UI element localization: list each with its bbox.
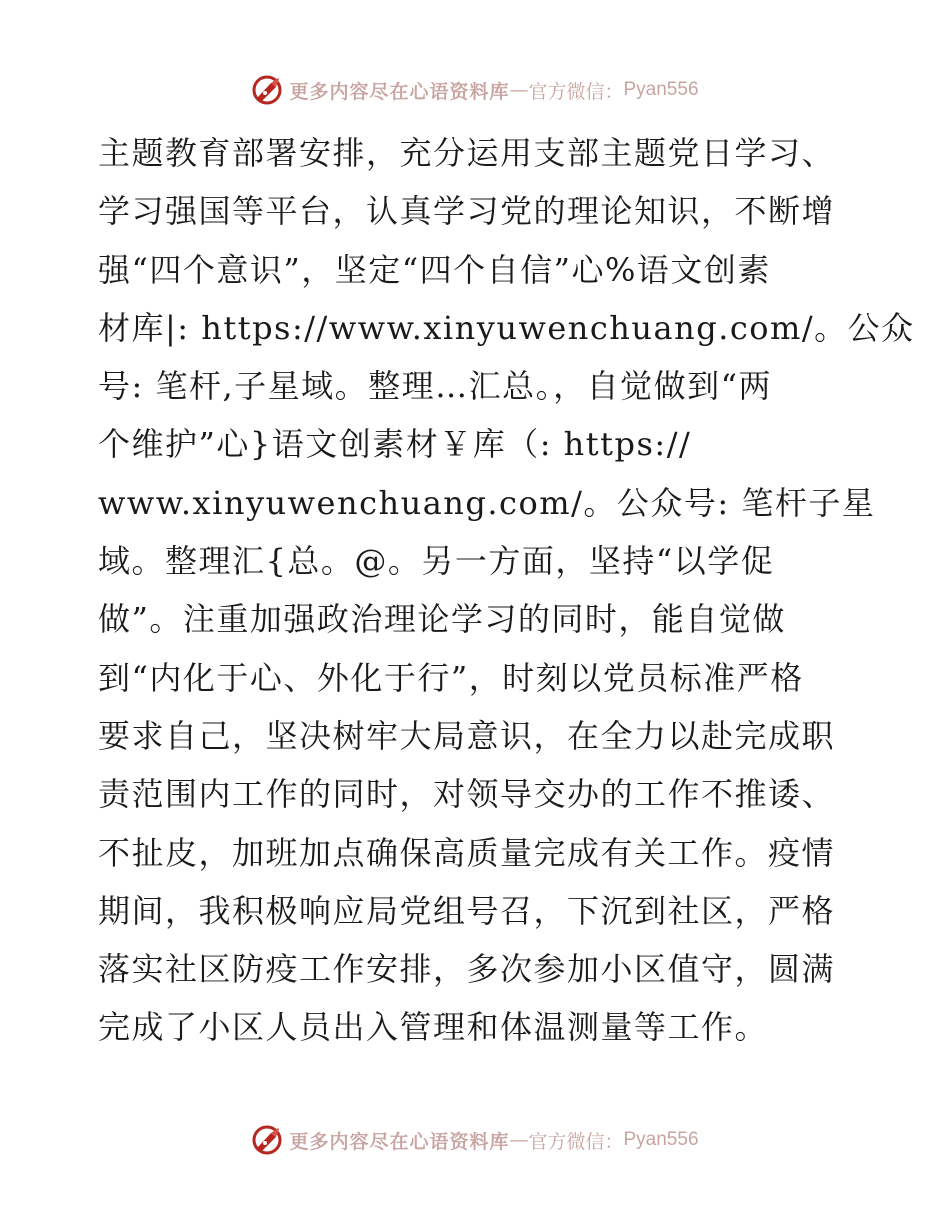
body-line: www.xinyuwenchuang.com/。公众号: 笔杆子星	[98, 483, 876, 522]
banner-wechat-id: Pyan556	[623, 1129, 699, 1150]
body-line: 到“内化于心、外化于行”，时刻以党员标准严格	[98, 658, 804, 697]
banner-wechat-label: 官方微信：	[528, 1130, 624, 1153]
document-body	[98, 124, 915, 1057]
pen-nib-logo-icon	[251, 74, 283, 106]
body-line: 主题教育部署安排，充分运用支部主题党日学习、	[98, 134, 836, 172]
body-line: 期间，我积极响应局党组号召，下沉到社区，严格	[98, 891, 836, 930]
banner-separator: —	[509, 1129, 529, 1151]
banner-separator: —	[509, 79, 529, 101]
header-banner	[0, 70, 950, 110]
pen-nib-logo-icon	[251, 1124, 283, 1156]
banner-slogan: 更多内容尽在心语资料库	[289, 1130, 510, 1153]
body-line: 要求自己，坚决树牢大局意识，在全力以赴完成职	[98, 716, 836, 755]
body-line: 学习强国等平台，认真学习党的理论知识，不断增	[98, 192, 836, 231]
body-line: 域。整理汇{总。@。另一方面，坚持“以学促	[98, 542, 775, 581]
banner-slogan: 更多内容尽在心语资料库	[289, 80, 510, 103]
footer-banner	[0, 1120, 950, 1160]
body-line: 不扯皮，加班加点确保高质量完成有关工作。疫情	[98, 833, 836, 872]
banner-wechat-label: 官方微信：	[528, 80, 624, 103]
body-line: 强“四个意识”，坚定“四个自信”心%语文创素	[98, 250, 771, 289]
body-line: 个维护”心}语文创素材￥库（: https://	[98, 425, 692, 464]
body-line: 材库|: https://www.xinyuwenchuang.com/。公众	[98, 308, 915, 347]
body-line: 完成了小区人员出入管理和体温测量等工作。	[98, 1008, 769, 1047]
body-line: 落实社区防疫工作安排，多次参加小区值守，圆满	[98, 950, 836, 989]
banner-wechat-id: Pyan556	[623, 79, 699, 100]
body-line: 号: 笔杆,子星域。整理…汇总。，自觉做到“两	[98, 367, 772, 406]
body-line: 做”。注重加强政治理论学习的同时，能自觉做	[98, 600, 786, 639]
body-line: 责范围内工作的同时，对领导交办的工作不推诿、	[98, 775, 836, 814]
